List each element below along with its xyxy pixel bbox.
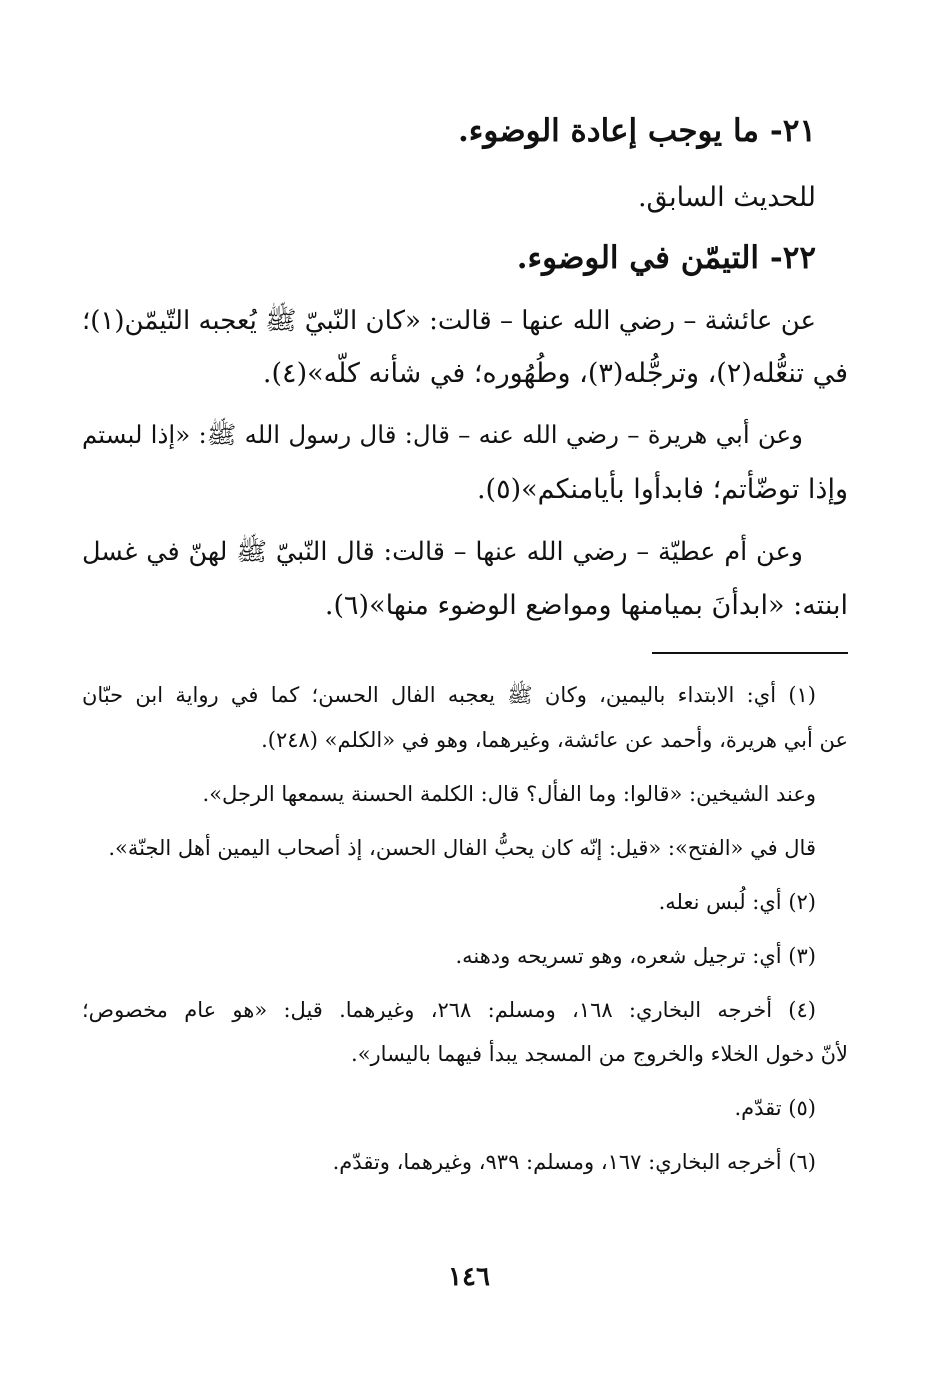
footnote-6: (٦) أخرجه البخاري: ١٦٧، ومسلم: ٩٣٩، وغيرهما، وتقدّم.: [332, 1150, 816, 1174]
footnote-4-line-2: لأنّ دخول الخلاء والخروج من المسجد يبدأ فيهما باليسار».: [351, 1042, 848, 1066]
hadith-aisha-line-2: في تنعُّله(٢)، وترجُّله(٣)، وطُهُوره؛ في شأنه كلّه»(٤).: [262, 358, 848, 389]
hadith-abu-hurayra-line-2: وإذا توضّأتم؛ فابدأوا بأيامنكم»(٥).: [476, 474, 848, 505]
footnote-5: (٥) تقدّم.: [734, 1096, 816, 1120]
section-21-title: ٢١- ما يوجب إعادة الوضوء.: [457, 113, 816, 149]
footnote-1-shaykhayn: وعند الشيخين: «قالوا: وما الفأل؟ قال: الكلمة الحسنة يسمعها الرجل».: [202, 782, 816, 806]
footnote-2: (٢) أي: لُبس نعله.: [658, 890, 816, 914]
footnote-3: (٣) أي: ترجيل شعره، وهو تسريحه ودهنه.: [455, 944, 816, 968]
section-22-title: ٢٢- التيمّن في الوضوء.: [516, 240, 816, 276]
hadith-umm-atiyya-line-1: وعن أم عطيّة – رضي الله عنها – قالت: قال النّبيّ ﷺ لهنّ في غسل: [82, 537, 803, 567]
footnote-1-fath: قال في «الفتح»: «قيل: إنّه كان يحبُّ الفال الحسن، إذ أصحاب اليمين أهل الجنّة».: [108, 836, 816, 860]
page-number: ١٤٦: [448, 1262, 490, 1292]
hadith-abu-hurayra-line-1: وعن أبي هريرة – رضي الله عنه – قال: قال رسول الله ﷺ: «إذا لبستم: [82, 420, 803, 449]
footnote-separator: [652, 652, 848, 654]
footnote-1-line-1: (١) أي: الابتداء باليمين، وكان ﷺ يعجبه الفال الحسن؛ كما في رواية ابن حبّان: [82, 683, 816, 707]
hadith-umm-atiyya-line-2: ابنته: «ابدأنَ بميامنها ومواضع الوضوء منها»(٦).: [324, 590, 848, 621]
section-21-text: للحديث السابق.: [637, 182, 816, 213]
footnote-1-line-2: عن أبي هريرة، وأحمد عن عائشة، وغيرهما، وهو في «الكلم» (٢٤٨).: [261, 728, 848, 752]
hadith-aisha-line-1: عن عائشة – رضي الله عنها – قالت: «كان النّبيّ ﷺ يُعجبه التّيمّن(١)؛: [82, 306, 816, 336]
footnote-4-line-1: (٤) أخرجه البخاري: ١٦٨، ومسلم: ٢٦٨، وغيرهما. قيل: «هو عام مخصوص؛: [82, 998, 816, 1022]
